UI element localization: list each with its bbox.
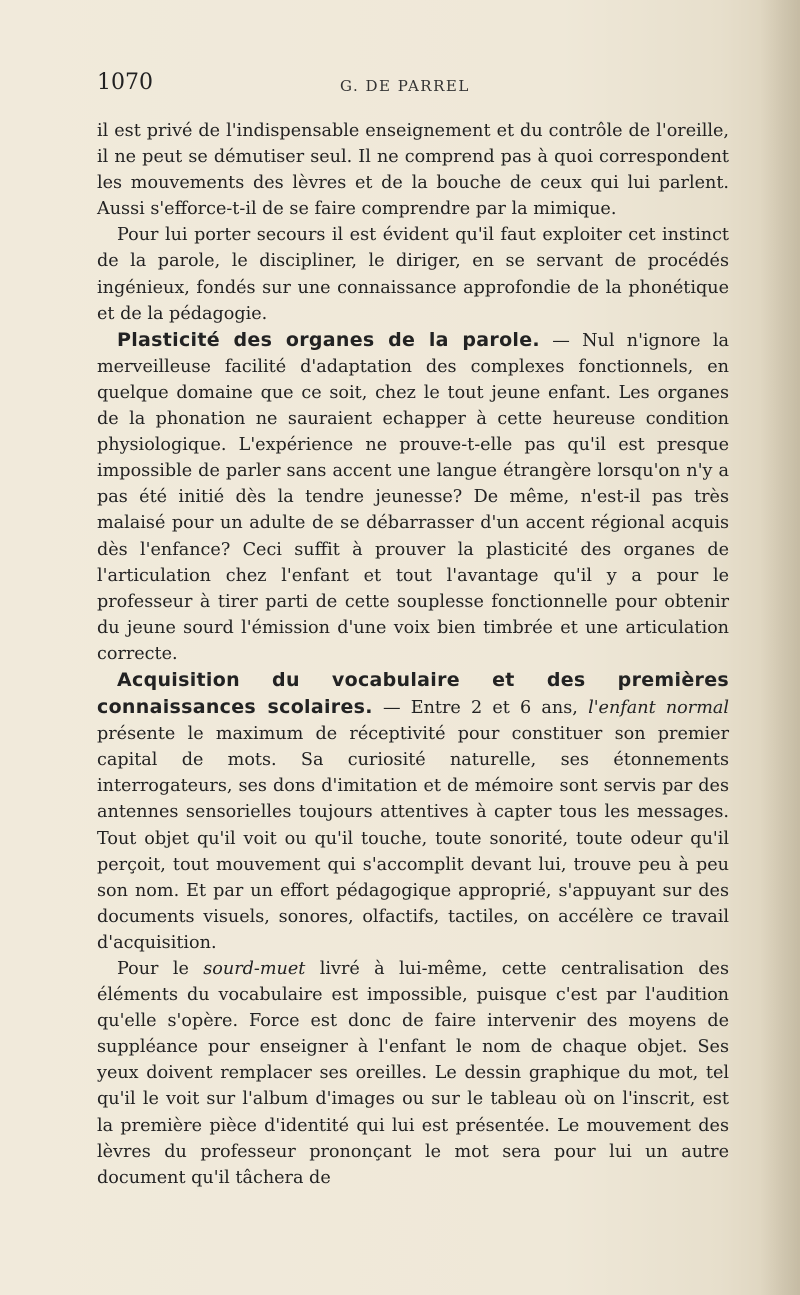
section-text-plasticite: — Nul n'ignore la merveilleuse facilité d'adaptation des complexes fonctionnels, en quelque domaine que ce soit, chez le tout jeune enfant. Les organes de la phonation ne sauraient echapper à cette heureuse condition physiologique. L'expérience ne prouve-t-elle pas qu'il est presque impossible de parler sans accent une langue étrangère lorsqu'on n'y a pas été initié dès la tendre jeunesse? De même, n'est-il pas très malaisé pour un adulte de se débarrasser d'un accent régional acquis dès l'enfance? Ceci suffit à prouver la plasticité des organes de l'articulation chez l'enfant et tout l'avantage qu'il y a pour le professeur à tirer parti de cette souplesse fonctionnelle pour obtenir du jeune sourd l'émission d'une voix bien timbrée et une articulation correcte. [97, 330, 729, 664]
body-text [97, 118, 729, 1191]
page-header [97, 70, 737, 106]
paragraph-sourd-muet-a: Pour le [117, 959, 204, 979]
section-text-acquisition-a: — Entre 2 et 6 ans, [372, 698, 589, 719]
section-heading-acquisition: Acquisition du vocabulaire et des premières connaissances scolaires. [97, 668, 729, 719]
running-head: G. DE PARREL [340, 77, 470, 95]
paragraph-sourd-muet [97, 956, 729, 1191]
page-edge-shadow [760, 0, 800, 1295]
page-number: 1070 [97, 70, 153, 95]
paragraph-sourd-muet-b: livré à lui-même, cette centralisation des éléments du vocabulaire est impossible, puisque c'est par l'audition qu'elle s'opère. Force est donc de faire intervenir des moyens de suppléance pour enseigner à l'enfant le nom de chaque objet. Ses yeux doivent remplacer ses oreilles. Le dessin graphique du mot, tel qu'il le voit sur l'album d'images ou sur le tableau où on l'inscrit, est la première pièce d'identité qui lui est présentée. Le mouvement des lèvres du professeur prononçant le mot sera pour lui un autre document qu'il tâchera de [97, 959, 729, 1188]
section-plasticite [97, 327, 729, 667]
section-text-acquisition-b: présente le maximum de réceptivité pour constituer son premier capital de mots. Sa curiosité naturelle, ses étonnements interrogateurs, ses dons d'imitation et de mémoire sont servis par des antennes sensorielles toujours attentives à capter tous les messages. Tout objet qu'il voit ou qu'il touche, toute sonorité, toute odeur qu'il perçoit, tout mouvement qui s'accomplit devant lui, trouve peu à peu son nom. Et par un effort pédagogique approprié, s'appuyant sur des documents visuels, sonores, olfactifs, tactiles, on accélère ce travail d'acquisition. [97, 724, 729, 953]
italic-enfant-normal: l'enfant normal [588, 698, 729, 719]
paragraph-2: Pour lui porter secours il est évident qu'il faut exploiter cet instinct de la parole, le discipliner, le diriger, en se servant de procédés ingénieux, fondés sur une connaissance approfondie de la phonétique et de la pédagogie. [97, 225, 729, 324]
section-heading-plasticite: Plasticité des organes de la parole. [117, 328, 540, 351]
section-acquisition [97, 667, 729, 956]
italic-sourd-muet: sourd-muet [203, 959, 306, 979]
paragraph-1: il est privé de l'indispensable enseignement et du contrôle de l'oreille, il ne peut se démutiser seul. Il ne comprend pas à quoi correspondent les mouvements des lèvres et de la bouche de ceux qui lui parlent. Aussi s'efforce-t-il de se faire comprendre par la mimique. [97, 121, 729, 220]
